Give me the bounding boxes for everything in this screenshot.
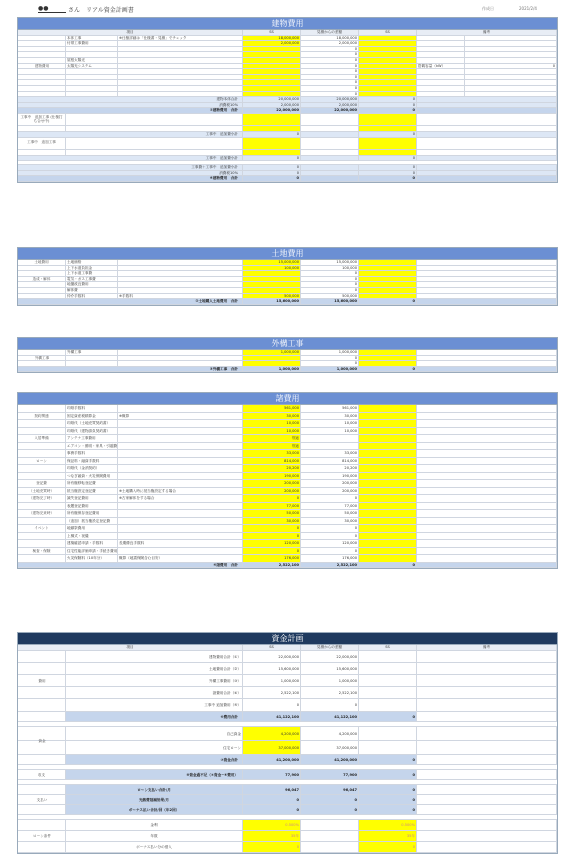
date-value: 2021/2/4 [519,6,537,11]
pay-group-label: 支払い [36,797,48,802]
plan-pay [18,785,557,815]
page-header [0,0,574,16]
plan-cost-row: 諸費用合計（④） 2,522,100 2,522,100 [18,687,557,699]
land-row: 地盤改良費用 0 [18,282,557,288]
plan-pay-row: ボーナス払い合計/回（年2回） 0 0 0 [18,805,557,815]
plan-cost-row: 建物費用合計（①） 22,000,000 22,000,000 [18,651,557,663]
misc-rows [18,405,557,563]
building-row: 0 [18,52,557,58]
date-label: 作成日 [482,6,494,11]
extra1-subtotal: 工事中 追加費小計 0 0 [18,132,557,138]
misc-row: （建物完了時） 滅失登記費用 ※古家解体をする場合 0 0 [18,495,557,503]
building-sum1: 工事費＋工事中 追加費小計 0 0 [18,165,557,171]
misc-row: （建物完来時） 所有権保存登記費用 50,000 50,000 [18,510,557,518]
building-row: 太陽光システム 0 搭載容量（kW） 0 [18,64,557,70]
plan-loan-row: 年数 35年 35年 [18,831,557,842]
building-total: ①建物費用 合計 22,000,000 22,000,000 0 [18,108,557,114]
land-row: 土地費用 土地価格 15,000,000 15,000,000 [18,260,557,266]
land-row: 上下水道負担金 100,000 100,000 [18,266,557,272]
building-row: 本体工事 ※仕様詳細は「仕様書・見積」でチェック 18,000,000 18,000,000 [18,36,557,42]
land-row: 造成・解体 電気・ガス工事費 0 [18,277,557,283]
land-rows [18,260,557,299]
misc-row: 登記費 所有権移転登記費 200,000 200,000 [18,480,557,488]
building-tax: 消費税10% 2,000,000 2,000,000 0 [18,103,557,109]
plan-cost-row: 土地費用合計（②） 15,600,000 15,600,000 [18,663,557,675]
plan-pay-row: 光熱費削減効果/月 0 0 0 [18,795,557,805]
exterior-rows [18,350,557,367]
building-row: 0 [18,86,557,92]
plan-title: 資金計画 [18,633,557,645]
misc-row: 表題登記費用 77,000 77,000 [18,503,557,511]
misc-row: イベント 地鎮祭費用 0 0 [18,525,557,533]
building-row: 0 [18,80,557,86]
land-row: 上下水道工事費 0 [18,271,557,277]
land-title: 土地費用 [18,248,557,260]
plan-pay-row: ローン支払い合計/月 96,047 96,047 0 [18,785,557,795]
misc-row: 入居準備 アンテナ工事費用 別途 [18,435,557,443]
building-title: 建物費用 [18,18,557,30]
building-row: 付帯工事費用 2,000,000 2,000,000 [18,41,557,47]
building-group-label: 建物費用 [34,64,50,69]
extra1-rows: 工事中 追加工事 (仕様打ち合せ中) [18,114,557,126]
plan-cost-row: 工事中 追加費用（⑤） 0 0 [18,699,557,711]
misc-row: ローン 保証料・融資手数料 814,000 814,000 [18,458,557,466]
misc-row: 印紙代（金消契約） 20,200 20,200 [18,465,557,473]
costs-group-label: 費用 [38,679,46,684]
misc-row: エアコン・照明・家具・引越費 別途 [18,443,557,451]
exterior-title: 外構工事 [18,338,557,350]
plan-loan-row: 金利 0.500% 0.500% [18,820,557,831]
building-subtotal: 建物本体合計 20,000,000 20,000,000 0 [18,97,557,103]
document-title: さん リアル資金計画書 [68,7,134,14]
costs-total: ⑥費用合計 41,122,100 41,122,100 0 [18,712,557,722]
extra2-rows: 工事中 追加工事 [18,138,557,150]
misc-row: （追加）抵当権設定登記費 30,000 30,000 [18,518,557,526]
loan-group-label: ローン条件 [33,834,51,839]
misc-row: 契約関連 固定資産税精算金 ※概算 30,000 30,000 [18,413,557,421]
exterior-group-label: 外構工事 [34,356,50,361]
plan-fund-row: 住宅ローン 37,000,000 37,000,000 [18,741,557,755]
exterior-section [17,337,558,373]
exterior-row: 0 [18,361,557,367]
misc-row: 事務手数料 33,000 33,000 [18,450,557,458]
misc-row: 建築確認申請・手数料 長期優良手数料 120,000 120,000 [18,540,557,548]
exterior-row: 外構工事 1,000,000 1,000,000 [18,350,557,356]
exterior-row: 0 [18,356,557,362]
building-rows [18,36,557,98]
misc-row: 火災保険料（10年分） 概算（地震保険含む目安） 176,000 176,000 [18,555,557,563]
land-total: ②土地購入土地費用 合計 15,600,000 15,600,000 0 [18,299,557,305]
funds-total: ⑦資金合計 41,200,000 41,200,000 0 [18,755,557,765]
plan-loan [18,820,557,853]
column-header: 項目 SS 見積からの差額 SS 備考 [18,30,557,36]
plan-loan-row: ボーナス払い分の借入 0 0 [18,842,557,853]
building-row: 0 [18,69,557,75]
land-row: 解体費 0 [18,288,557,294]
misc-total: ④諸費用 合計 2,522,100 2,522,100 0 [18,563,557,569]
misc-row: 印紙代（建物請負契約書） 10,000 10,000 [18,428,557,436]
plan-column-header: 項目 SS 見積からの差額 SS 備考 [18,645,557,651]
plan-costs [18,651,557,712]
extra2-subtotal: 工事中 追加費小計 0 0 [18,156,557,162]
building-row: 0 [18,75,557,81]
building-section [17,17,558,183]
land-section [17,247,558,306]
plan-fund-row: 自己資金 4,200,000 4,200,000 [18,727,557,741]
land-row: 仲介手数料 ※手数料 500,000 500,000 [18,294,557,300]
building-row: 屋根太陽光 0 [18,58,557,64]
building-sum3: ④建物費用 合計 0 0 [18,176,557,182]
building-row: 0 [18,92,557,98]
plan-cost-row: 外構工事費用（③） 1,000,000 1,000,000 [18,675,557,687]
misc-row: つなぎ融資・火災保険費用 190,000 190,000 [18,473,557,481]
exterior-total: ③外構工事 合計 1,000,000 1,000,000 0 [18,367,557,373]
misc-row: 印紙代（土地売買契約書） 10,000 10,000 [18,420,557,428]
misc-row: 上棟式・祝儀 0 0 [18,533,557,541]
misc-row: 印紙手数料 561,000 561,000 [18,405,557,413]
customer-name: ●● [38,5,66,13]
plan-section [17,632,558,854]
building-row: 0 [18,47,557,53]
plan-funds [18,727,557,755]
building-sum2: 消費税10% 0 0 [18,171,557,177]
misc-row: （土地売買時） 抵当権設定登記費 ※土地購入時に抵当権設定する場合 200,000 200,000 [18,488,557,496]
misc-row: 検査・保険 住宅性能評価申請・手続き費用 0 0 [18,548,557,556]
misc-title: 諸費用 [18,393,557,405]
balance-row: 収支 ⑧資金過不足（⑦資金−⑥費用） 77,900 77,900 0 [18,770,557,780]
misc-section [17,392,558,569]
funds-group-label: 資金 [38,738,46,743]
